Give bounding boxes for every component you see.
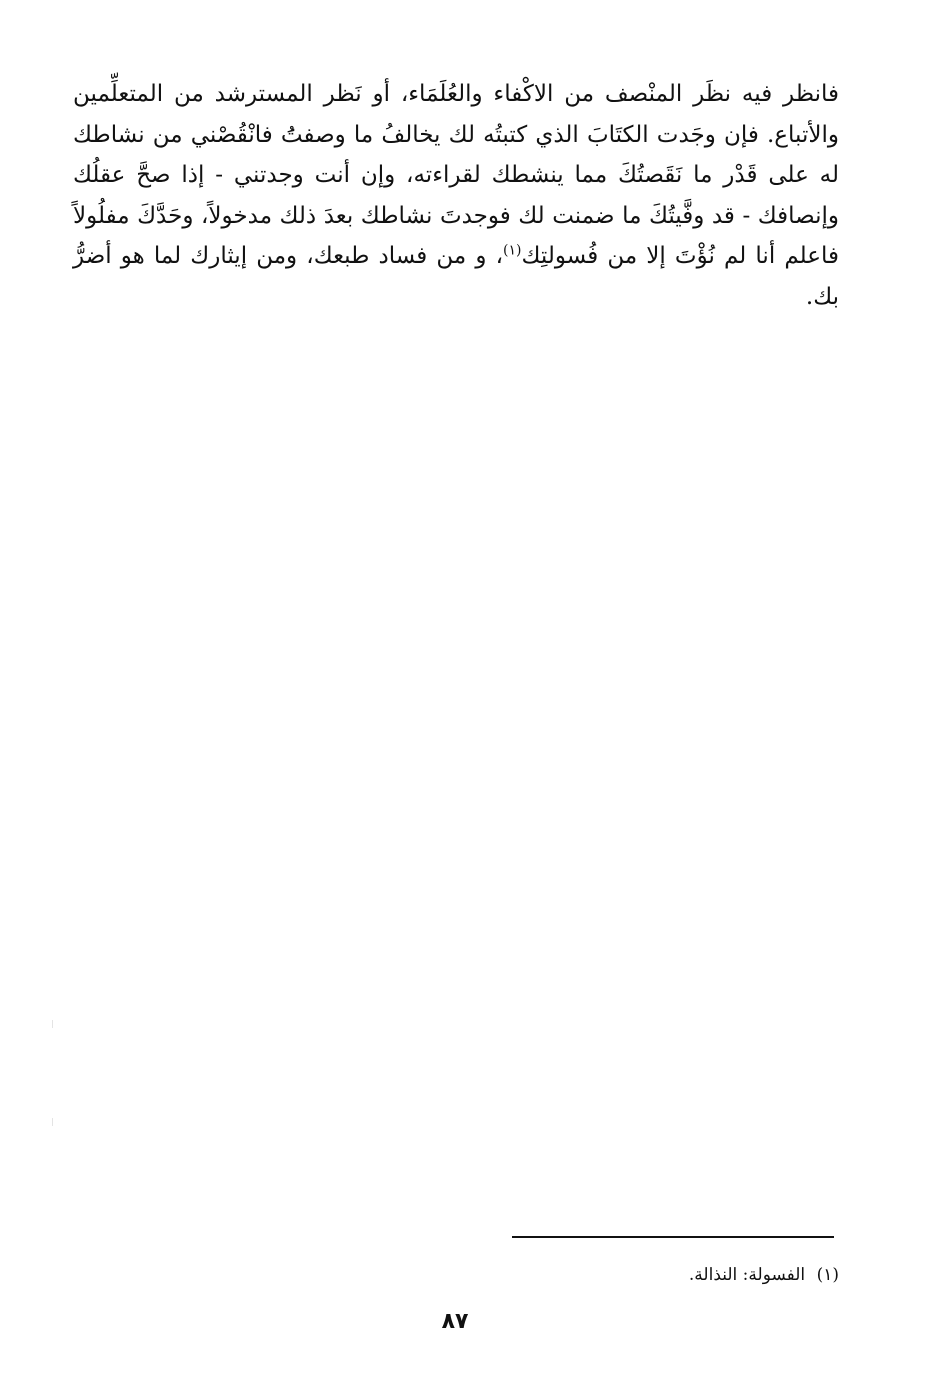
footnote-reference-marker: (١): [503, 242, 522, 259]
footnote: [509, 1262, 839, 1288]
main-paragraph-text-end: ، و من فساد طبعك، ومن إيثارك لما هو أضرُّ بك.: [73, 243, 839, 310]
footnote-separator: [512, 1236, 834, 1238]
main-paragraph-text: فانظر فيه نظَر المنْصف من الاكْفاء والعُلَمَاء، أو نَظر المسترشد من المتعلِّمين والأتباع. فإن وجَدت الكتَابَ الذي كتبتُه لك يخالفُ ما وصفتَُ فانْقُصْني من نشاطك له على قَدْر ما نَقَصتُكَ مما ينشطك لقراءته، وإن أنت وجدتني - إذا صحَّ عقلُك وإنصافك - قد وفَّيتُكَ ما ضمنت لك فوجدتَ نشاطك بعدَ ذلك مدخولاً، وحَدَّكَ مفلُولاً فاعلم أنا لم نُؤْتَ إلا من فُسولتِك: [73, 81, 839, 269]
footnote-number: (١): [816, 1265, 839, 1285]
page-number: ٨٧: [441, 1309, 469, 1334]
scan-mark: [52, 1020, 53, 1028]
footnote-text: الفسولة: النذالة.: [688, 1265, 806, 1285]
main-paragraph: [73, 74, 839, 317]
scan-mark: [52, 1118, 53, 1126]
